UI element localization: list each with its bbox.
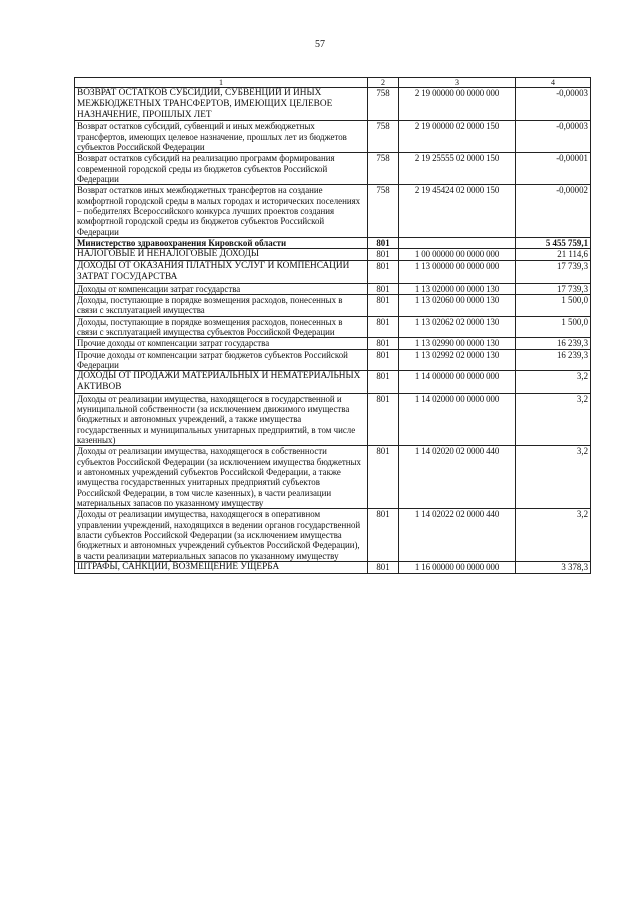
budget-revenue-table: [74, 77, 591, 574]
table-row: [75, 237, 591, 248]
row-name-cell: Доходы, поступающие в порядке возмещения расходов, понесенных в связи с эксплуатацией имущества: [75, 294, 368, 316]
amount-cell: 1 500,0: [516, 294, 591, 316]
admin-code-cell: 801: [368, 446, 399, 509]
budget-classification-code-cell: 1 14 00000 00 0000 000: [399, 371, 516, 394]
admin-code-cell: 758: [368, 121, 399, 153]
budget-classification-code-cell: 1 14 02020 02 0000 440: [399, 446, 516, 509]
table-row: [75, 393, 591, 446]
budget-classification-code-cell: 2 19 00000 02 0000 150: [399, 121, 516, 153]
budget-classification-code-cell: 1 14 02022 02 0000 440: [399, 509, 516, 562]
admin-code-cell: 801: [368, 237, 399, 248]
column-number-row: [75, 78, 591, 88]
table-row: [75, 371, 591, 394]
column-number-3: 3: [399, 78, 516, 88]
row-name-cell: Министерство здравоохранения Кировской области: [75, 237, 368, 248]
amount-cell: -0,00001: [516, 153, 591, 185]
admin-code-cell: 801: [368, 338, 399, 349]
row-name-cell: Доходы от реализации имущества, находящегося в собственности субъектов Российской Федерации (за исключением имущества бюджетных и автономных учреждений субъектов Российской Федерации, а также имущества государственных унитарных предприятий субъектов Российской Федерации, в том числе казенных), в части реализации материальных запасов по указанному имуществу: [75, 446, 368, 509]
admin-code-cell: 801: [368, 283, 399, 294]
amount-cell: 3,2: [516, 371, 591, 394]
budget-classification-code-cell: 1 13 02062 02 0000 130: [399, 316, 516, 338]
table-row: [75, 509, 591, 562]
row-name-cell: Доходы от реализации имущества, находящегося в государственной и муниципальной собственности (за исключением движимого имущества бюджетных и автономных учреждений, а также имущества государственных и муниципальных унитарных предприятий, в том числе казенных): [75, 393, 368, 446]
column-number-4: 4: [516, 78, 591, 88]
row-name-cell: Прочие доходы от компенсации затрат бюджетов субъектов Российской Федерации: [75, 349, 368, 371]
amount-cell: 21 114,6: [516, 249, 591, 261]
row-name-cell: Прочие доходы от компенсации затрат государства: [75, 338, 368, 349]
admin-code-cell: 801: [368, 316, 399, 338]
amount-cell: -0,00003: [516, 121, 591, 153]
amount-cell: 3 378,3: [516, 562, 591, 574]
table-row: [75, 283, 591, 294]
amount-cell: -0,00002: [516, 185, 591, 238]
table-row: [75, 316, 591, 338]
amount-cell: 5 455 759,1: [516, 237, 591, 248]
amount-cell: 3,2: [516, 446, 591, 509]
table-row: [75, 446, 591, 509]
table-row: [75, 562, 591, 574]
amount-cell: 3,2: [516, 509, 591, 562]
admin-code-cell: 801: [368, 393, 399, 446]
amount-cell: 16 239,3: [516, 338, 591, 349]
admin-code-cell: 801: [368, 509, 399, 562]
row-name-cell: Возврат остатков субсидий на реализацию программ формирования современной городской среды из бюджетов субъектов Российской Федерации: [75, 153, 368, 185]
budget-classification-code-cell: 1 13 02992 02 0000 130: [399, 349, 516, 371]
amount-cell: -0,00003: [516, 88, 591, 121]
table-row: [75, 261, 591, 284]
budget-classification-code-cell: 1 14 02000 00 0000 000: [399, 393, 516, 446]
table-row: [75, 349, 591, 371]
admin-code-cell: 801: [368, 294, 399, 316]
row-name-cell: ШТРАФЫ, САНКЦИИ, ВОЗМЕЩЕНИЕ УЩЕРБА: [75, 562, 368, 574]
budget-classification-code-cell: 1 13 02000 00 0000 130: [399, 283, 516, 294]
admin-code-cell: 801: [368, 562, 399, 574]
table-row: [75, 294, 591, 316]
row-name-cell: Возврат остатков иных межбюджетных трансфертов на создание комфортной городской среды в малых городах и исторических поселениях – победителях Всероссийского конкурса лучших проектов создания комфортной городской среды из бюджетов субъектов Российской Федерации: [75, 185, 368, 238]
amount-cell: 3,2: [516, 393, 591, 446]
admin-code-cell: 758: [368, 185, 399, 238]
column-number-2: 2: [368, 78, 399, 88]
budget-classification-code-cell: 2 19 45424 02 0000 150: [399, 185, 516, 238]
row-name-cell: ВОЗВРАТ ОСТАТКОВ СУБСИДИЙ, СУБВЕНЦИЙ И ИНЫХ МЕЖБЮДЖЕТНЫХ ТРАНСФЕРТОВ, ИМЕЮЩИХ ЦЕЛЕВОЕ НАЗНАЧЕНИЕ, ПРОШЛЫХ ЛЕТ: [75, 88, 368, 121]
budget-classification-code-cell: 2 19 00000 00 0000 000: [399, 88, 516, 121]
admin-code-cell: 801: [368, 261, 399, 284]
amount-cell: 17 739,3: [516, 261, 591, 284]
budget-classification-code-cell: 1 13 02060 00 0000 130: [399, 294, 516, 316]
table-row: [75, 338, 591, 349]
admin-code-cell: 801: [368, 249, 399, 261]
row-name-cell: Доходы от компенсации затрат государства: [75, 283, 368, 294]
table-row: [75, 185, 591, 238]
budget-classification-code-cell: 2 19 25555 02 0000 150: [399, 153, 516, 185]
row-name-cell: Возврат остатков субсидий, субвенций и иных межбюджетных трансфертов, имеющих целевое назначение, прошлых лет из бюджетов субъектов Российской Федерации: [75, 121, 368, 153]
admin-code-cell: 758: [368, 153, 399, 185]
amount-cell: 16 239,3: [516, 349, 591, 371]
table-body: [75, 78, 591, 574]
page-number: 57: [315, 39, 325, 50]
amount-cell: 1 500,0: [516, 316, 591, 338]
budget-classification-code-cell: 1 16 00000 00 0000 000: [399, 562, 516, 574]
row-name-cell: Доходы от реализации имущества, находящегося в оперативном управлении учреждений, находящихся в ведении органов государственной власти субъектов Российской Федерации (за исключением имущества бюджетных и автономных учреждений субъектов Российской Федерации), в части реализации материальных запасов по указанному имуществу: [75, 509, 368, 562]
table-row: [75, 121, 591, 153]
admin-code-cell: 758: [368, 88, 399, 121]
column-number-1: 1: [75, 78, 368, 88]
table-row: [75, 88, 591, 121]
row-name-cell: Доходы, поступающие в порядке возмещения расходов, понесенных в связи с эксплуатацией имущества субъектов Российской Федерации: [75, 316, 368, 338]
amount-cell: 17 739,3: [516, 283, 591, 294]
row-name-cell: ДОХОДЫ ОТ ОКАЗАНИЯ ПЛАТНЫХ УСЛУГ И КОМПЕНСАЦИИ ЗАТРАТ ГОСУДАРСТВА: [75, 261, 368, 284]
budget-classification-code-cell: 1 13 00000 00 0000 000: [399, 261, 516, 284]
table-row: [75, 153, 591, 185]
table-row: [75, 249, 591, 261]
budget-classification-code-cell: 1 13 02990 00 0000 130: [399, 338, 516, 349]
budget-classification-code-cell: 1 00 00000 00 0000 000: [399, 249, 516, 261]
row-name-cell: ДОХОДЫ ОТ ПРОДАЖИ МАТЕРИАЛЬНЫХ И НЕМАТЕРИАЛЬНЫХ АКТИВОВ: [75, 371, 368, 394]
admin-code-cell: 801: [368, 371, 399, 394]
row-name-cell: НАЛОГОВЫЕ И НЕНАЛОГОВЫЕ ДОХОДЫ: [75, 249, 368, 261]
budget-classification-code-cell: [399, 237, 516, 248]
admin-code-cell: 801: [368, 349, 399, 371]
